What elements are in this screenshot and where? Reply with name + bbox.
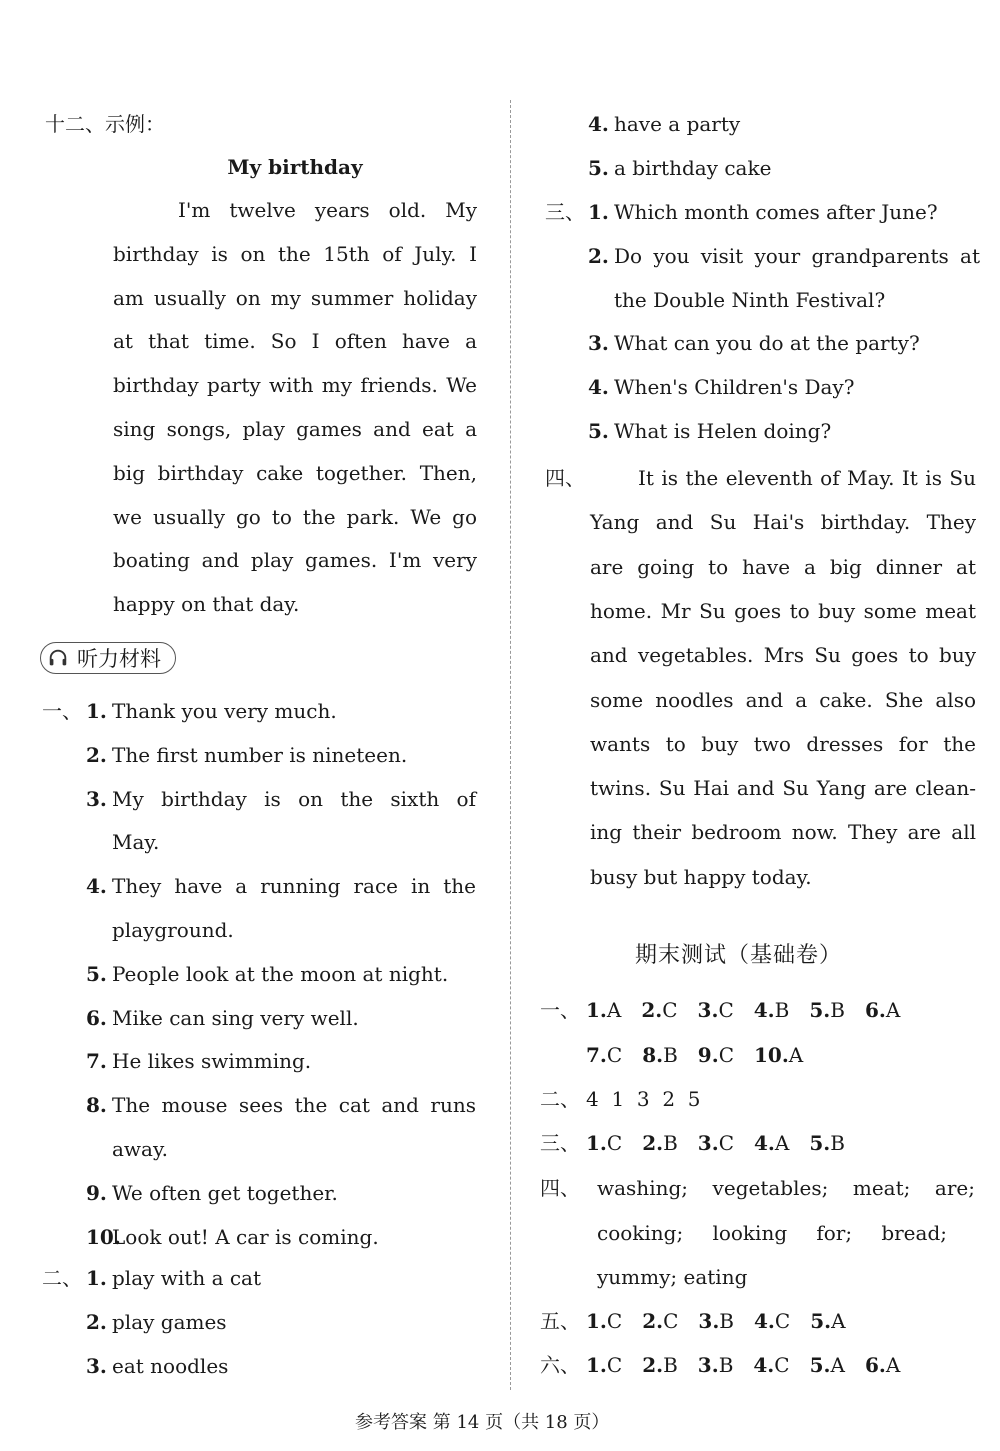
answer-value: B	[830, 1131, 845, 1155]
answer-value: B	[719, 1309, 734, 1333]
answer-number: 3.	[697, 998, 719, 1022]
part3-item-text: Do you visit your grandparents at	[614, 243, 980, 268]
part1-item-text: The first number is nineteen.	[112, 742, 408, 767]
answer-item	[865, 996, 900, 1024]
part4-line: busy but happy today.	[590, 864, 812, 889]
answer-row	[586, 996, 920, 1024]
essay-line: sing songs, play games and eat a	[113, 417, 477, 441]
answer-number: 5.	[810, 1309, 832, 1333]
answer-item	[753, 1351, 789, 1379]
part4-line: home. Mr Su goes to buy some meat	[590, 598, 976, 623]
part1-item-text: They have a running race in the	[112, 874, 476, 899]
answer-item	[698, 1307, 734, 1335]
answer-number: 3.	[698, 1309, 720, 1333]
final-test-heading: 期末测试（基础卷）	[635, 943, 843, 968]
part1-item-text: The mouse sees the cat and runs	[112, 1093, 476, 1118]
answer-value: B	[718, 1353, 734, 1377]
part1-item-number: 1.	[86, 699, 107, 723]
answer-number: 5.	[809, 998, 831, 1022]
final-order-answer: 4 1 3 2 5	[586, 1087, 701, 1111]
part1-item-number: 3.	[86, 786, 107, 811]
answer-item	[642, 1307, 678, 1335]
answer-value: A	[774, 1131, 790, 1155]
headphones-icon	[47, 647, 69, 669]
answer-number: 4.	[754, 1309, 775, 1333]
part4-line: are going to have a big dinner at	[590, 554, 976, 579]
part3-item-number: 1.	[588, 200, 609, 224]
part2-label: 二、	[42, 1266, 82, 1290]
answer-value: B	[774, 998, 790, 1022]
answer-number: 2.	[642, 1131, 664, 1155]
answer-value: B	[663, 1353, 678, 1377]
essay-line: boating and play games. I'm very	[113, 548, 477, 573]
answer-value: A	[885, 1353, 901, 1377]
answer-value: B	[830, 998, 845, 1022]
answer-value: A	[788, 1043, 804, 1067]
final-words-line: cooking; looking for; bread;	[597, 1221, 947, 1245]
answer-number: 2.	[642, 1309, 664, 1333]
answer-value: C	[662, 998, 678, 1022]
column-divider	[510, 100, 511, 1390]
part4-line: and vegetables. Mrs Su goes to buy	[590, 643, 976, 668]
answer-number: 4.	[754, 1131, 775, 1155]
essay-line: big birthday cake together. Then,	[113, 460, 477, 485]
answer-item	[754, 996, 790, 1024]
answer-item	[809, 996, 845, 1024]
section-12-label: 十二、示例：	[45, 112, 165, 136]
essay-line: happy on that day.	[113, 592, 300, 617]
answer-row	[586, 1307, 866, 1335]
final-section-label: 六、	[540, 1353, 580, 1377]
answer-value: A	[606, 998, 622, 1022]
essay-line: I'm twelve years old. My	[178, 198, 477, 222]
part2-item-text: play with a cat	[112, 1266, 262, 1290]
answer-item	[586, 1307, 622, 1335]
answer-item	[642, 1129, 678, 1157]
final-section-label: 三、	[540, 1131, 580, 1155]
answer-item	[586, 1351, 622, 1379]
answer-number: 2.	[642, 1353, 664, 1377]
answer-row	[586, 1041, 823, 1069]
answer-number: 3.	[697, 1353, 719, 1377]
essay-line: birthday party with my friends. We	[113, 373, 477, 398]
answer-number: 8.	[642, 1043, 664, 1067]
part2-item-number: 5.	[588, 155, 609, 180]
part2-item-text: play games	[112, 1309, 227, 1334]
part4-line: twins. Su Hai and Su Yang are clean-	[590, 776, 976, 801]
answer-item	[642, 1351, 678, 1379]
final-words-line: washing; vegetables; meat; are;	[597, 1176, 975, 1200]
answer-item	[586, 1041, 622, 1069]
answer-value: C	[606, 1309, 623, 1333]
part1-item-text: Thank you very much.	[112, 699, 337, 723]
answer-number: 4.	[753, 998, 775, 1022]
part1-item-text: People look at the moon at night.	[112, 961, 449, 986]
answer-value: A	[830, 1353, 845, 1377]
answer-item	[586, 1129, 622, 1157]
part4-line: Yang and Su Hai's birthday. They	[590, 510, 976, 535]
part1-item-number: 8.	[86, 1093, 107, 1118]
answer-number: 1.	[586, 1309, 607, 1333]
answer-row	[586, 1351, 920, 1379]
answer-number: 9.	[697, 1043, 719, 1067]
part4-line: It is the eleventh of May. It is Su	[638, 466, 976, 490]
part1-item-text: He likes swimming.	[112, 1049, 312, 1074]
answer-number: 2.	[641, 998, 663, 1022]
answer-number: 1.	[586, 998, 607, 1022]
part3-item-number: 3.	[588, 331, 609, 356]
part3-label: 三、	[545, 200, 585, 224]
part4-label: 四、	[545, 466, 585, 490]
answer-value: B	[663, 1131, 678, 1155]
essay-line: at that time. So I often have a	[113, 329, 477, 354]
final-section-label: 二、	[540, 1087, 580, 1111]
answer-value: A	[831, 1309, 846, 1333]
answer-value: C	[606, 1043, 623, 1067]
part1-item-number: 2.	[86, 742, 107, 767]
answer-number: 7.	[586, 1043, 607, 1067]
part1-item-text: Look out! A car is coming.	[112, 1224, 379, 1249]
answer-item	[809, 1129, 845, 1157]
part4-line: ing their bedroom now. They are all	[590, 820, 976, 845]
part2-item-number: 3.	[86, 1353, 107, 1378]
answer-item	[810, 1307, 845, 1335]
part2-item-number: 4.	[588, 112, 609, 136]
final-section-label: 一、	[540, 998, 580, 1022]
part1-item-number: 7.	[86, 1049, 107, 1074]
answer-number: 6.	[864, 1353, 886, 1377]
part1-item-text-cont: May.	[112, 830, 160, 855]
answer-number: 1.	[586, 1353, 607, 1377]
answer-item	[641, 996, 677, 1024]
part2-item-number: 2.	[86, 1309, 107, 1334]
part1-item-number: 6.	[86, 1005, 107, 1030]
answer-value: C	[663, 1309, 679, 1333]
answer-item	[754, 1307, 790, 1335]
answer-value: C	[718, 998, 734, 1022]
answer-number: 3.	[697, 1131, 719, 1155]
part2-item-text: eat noodles	[112, 1353, 229, 1378]
answer-number: 1.	[586, 1131, 607, 1155]
part3-item-number: 5.	[588, 419, 609, 443]
answer-number: 5.	[809, 1131, 831, 1155]
answer-item	[698, 1351, 734, 1379]
page-footer: 参考答案 第 14 页（共 18 页）	[355, 1412, 610, 1433]
answer-item	[810, 1351, 845, 1379]
part1-label: 一、	[42, 699, 82, 723]
part3-item-text-cont: the Double Ninth Festival?	[614, 287, 886, 312]
answer-value: B	[663, 1043, 678, 1067]
part1-item-text: Mike can sing very well.	[112, 1005, 359, 1030]
part1-item-text: We often get together.	[112, 1180, 338, 1205]
part3-item-text: What can you do at the party?	[614, 331, 920, 356]
part2-item-text: have a party	[614, 112, 741, 136]
answer-value: C	[774, 1353, 790, 1377]
part3-item-number: 4.	[588, 375, 609, 400]
part1-item-text-cont: away.	[112, 1137, 168, 1161]
answer-item	[754, 1041, 803, 1069]
essay-line: we usually go to the park. We go	[113, 504, 477, 529]
part4-line: some noodles and a cake. She also	[590, 687, 976, 712]
answer-item	[642, 1041, 678, 1069]
answer-value: C	[718, 1131, 734, 1155]
answer-item	[865, 1351, 900, 1379]
answer-number: 6.	[864, 998, 886, 1022]
essay-title: My birthday	[227, 155, 363, 179]
part2-item-text: a birthday cake	[614, 155, 772, 180]
answer-value: C	[774, 1309, 791, 1333]
essay-line: birthday is on the 15th of July. I	[113, 241, 477, 266]
answer-number: 4.	[753, 1353, 775, 1377]
final-section-label: 四、	[540, 1176, 580, 1200]
part1-item-text-cont: playground.	[112, 918, 234, 942]
answer-item	[698, 996, 734, 1024]
final-section-label: 五、	[540, 1309, 580, 1333]
listening-tag	[40, 642, 176, 674]
answer-item	[586, 996, 621, 1024]
part1-item-text: My birthday is on the sixth of	[112, 786, 476, 811]
part3-item-text: What is Helen doing?	[614, 419, 832, 443]
answer-value: C	[606, 1131, 623, 1155]
answer-value: C	[606, 1353, 623, 1377]
part1-item-number: 5.	[86, 961, 107, 986]
part4-line: wants to buy two dresses for the	[590, 731, 976, 756]
answer-number: 10.	[754, 1043, 789, 1067]
part1-item-number: 9.	[86, 1180, 107, 1205]
part2-item-number: 1.	[86, 1266, 107, 1290]
part1-item-number: 4.	[86, 874, 107, 899]
essay-line: am usually on my summer holiday	[113, 285, 477, 310]
answer-value: C	[718, 1043, 734, 1067]
answer-row	[586, 1129, 865, 1157]
answer-value: A	[885, 998, 901, 1022]
part1-item-number: 10.	[86, 1224, 121, 1249]
answer-item	[754, 1129, 789, 1157]
part3-item-text: Which month comes after June?	[614, 200, 938, 224]
part3-item-text: When's Children's Day?	[614, 375, 855, 400]
answer-item	[698, 1129, 734, 1157]
final-words-line: yummy; eating	[597, 1265, 748, 1289]
listening-tag-label: 听力材料	[77, 647, 161, 671]
answer-item	[698, 1041, 734, 1069]
part3-item-number: 2.	[588, 243, 609, 268]
answer-number: 5.	[809, 1353, 831, 1377]
